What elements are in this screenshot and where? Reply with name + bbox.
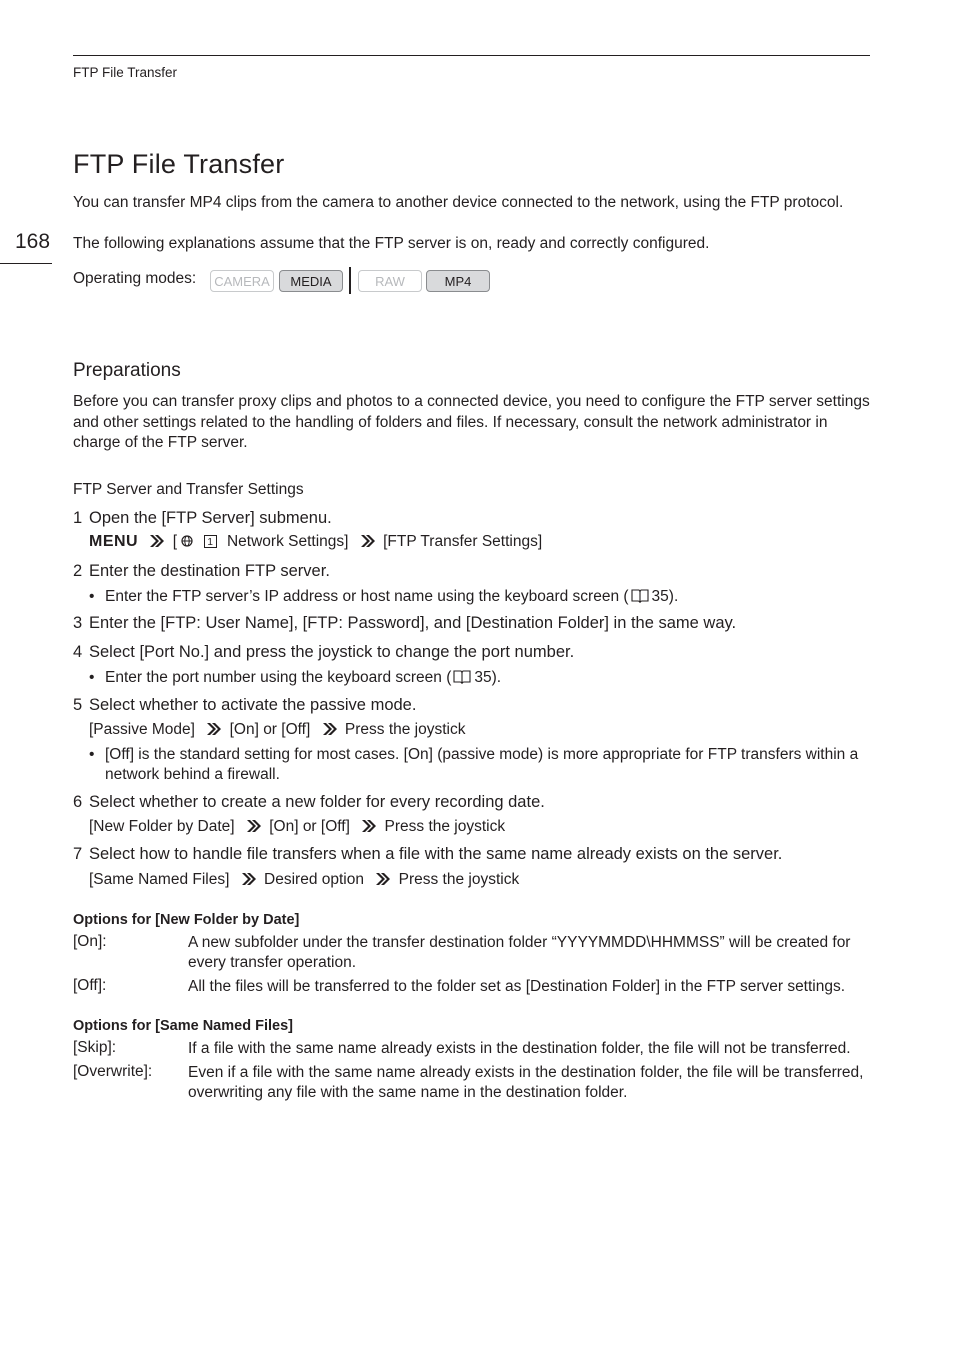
step-5-bullet bbox=[89, 745, 870, 785]
bullet-dot: • bbox=[89, 669, 95, 686]
step-number: 7 bbox=[73, 845, 83, 863]
path-on-off: [On] or [Off] bbox=[269, 818, 350, 835]
mode-mp4-badge: MP4 bbox=[426, 270, 490, 292]
page-reference: 35). bbox=[474, 669, 502, 686]
option-description: Even if a file with the same name already exists in the destination folder, the file will be transferred, overwriting any file with the same name in the destination folder. bbox=[188, 1064, 864, 1101]
step-text: Select [Port No.] and press the joystick to change the port number. bbox=[89, 643, 575, 661]
path-passive-mode: [Passive Mode] bbox=[89, 721, 195, 738]
bullet-text: [Off] is the standard setting for most cases. [On] (passive mode) is more appropriate for FTP transfers within a network behind a firewall. bbox=[105, 746, 859, 783]
step-1 bbox=[73, 509, 332, 528]
intro-paragraph-2: The following explanations assume that the FTP server is on, ready and correctly configured. bbox=[73, 235, 710, 252]
step-7-menu-path bbox=[89, 871, 519, 889]
step-3 bbox=[73, 614, 736, 633]
step-text: Enter the destination FTP server. bbox=[89, 562, 330, 580]
step-6-menu-path bbox=[89, 818, 505, 836]
option-key: [Skip]: bbox=[73, 1039, 117, 1056]
step-number: 3 bbox=[73, 614, 83, 632]
step-4 bbox=[73, 643, 574, 662]
mode-camera-badge: CAMERA bbox=[210, 270, 274, 292]
mode-media-badge: MEDIA bbox=[279, 270, 343, 292]
ftp-settings-heading: FTP Server and Transfer Settings bbox=[73, 481, 304, 498]
preparations-body: Before you can transfer proxy clips and photos to a connected device, you need to configure the FTP server settings and other settings related to the handling of folders and files. If necessary, consult the network administrator in charge of the FTP server. bbox=[73, 393, 870, 451]
step-number: 6 bbox=[73, 793, 83, 811]
preparations-heading: Preparations bbox=[73, 360, 181, 381]
option-description: All the files will be transferred to the folder set as [Destination Folder] in the FTP server settings. bbox=[188, 978, 846, 995]
step-7 bbox=[73, 845, 782, 864]
arrow-icon bbox=[245, 818, 261, 834]
arrow-icon bbox=[359, 533, 375, 549]
option-description: If a file with the same name already exists in the destination folder, the file will not be transferred. bbox=[188, 1040, 851, 1057]
path-ftp-transfer-settings: [FTP Transfer Settings] bbox=[383, 533, 543, 550]
arrow-icon bbox=[374, 871, 390, 887]
step-text: Select whether to create a new folder for every recording date. bbox=[89, 793, 545, 811]
option-key: [Off]: bbox=[73, 977, 107, 994]
page-number: 168 bbox=[15, 230, 51, 253]
step-number: 4 bbox=[73, 643, 83, 661]
options-folder-heading: Options for [New Folder by Date] bbox=[73, 912, 300, 928]
step-text: Enter the [FTP: User Name], [FTP: Password], and [Destination Folder] in the same way. bbox=[89, 614, 737, 632]
running-header: FTP File Transfer bbox=[73, 65, 178, 80]
bullet-dot: • bbox=[89, 588, 95, 605]
operating-modes-label: Operating modes: bbox=[73, 270, 197, 287]
menu-page-number-icon: 1 bbox=[204, 535, 217, 548]
bullet-text: Enter the port number using the keyboard screen ( bbox=[105, 669, 452, 686]
path-press-joystick: Press the joystick bbox=[344, 721, 466, 738]
globe-icon bbox=[181, 535, 193, 547]
book-icon bbox=[453, 670, 471, 684]
path-new-folder-by-date: [New Folder by Date] bbox=[89, 818, 235, 835]
step-text: Open the [FTP Server] submenu. bbox=[89, 509, 332, 527]
arrow-icon bbox=[240, 871, 256, 887]
path-press-joystick: Press the joystick bbox=[384, 818, 506, 835]
page-title: FTP File Transfer bbox=[73, 149, 285, 179]
intro-paragraph-1: You can transfer MP4 clips from the camera to another device connected to the network, using the FTP protocol. bbox=[73, 194, 844, 211]
step-2 bbox=[73, 562, 330, 581]
path-desired-option: Desired option bbox=[264, 871, 364, 888]
bracket-open: [ bbox=[172, 533, 178, 550]
step-5 bbox=[73, 696, 416, 715]
step-2-bullet bbox=[89, 587, 870, 607]
option-key: [On]: bbox=[73, 933, 107, 950]
header-rule bbox=[73, 55, 870, 56]
arrow-icon bbox=[205, 721, 221, 737]
step-number: 1 bbox=[73, 509, 83, 527]
step-5-menu-path bbox=[89, 721, 466, 739]
arrow-icon bbox=[148, 533, 164, 549]
step-6 bbox=[73, 793, 545, 812]
path-same-named-files: [Same Named Files] bbox=[89, 871, 230, 888]
path-on-off: [On] or [Off] bbox=[229, 721, 311, 738]
page-number-rule bbox=[0, 263, 52, 264]
options-same-heading: Options for [Same Named Files] bbox=[73, 1018, 293, 1034]
step-number: 5 bbox=[73, 696, 83, 714]
path-press-joystick: Press the joystick bbox=[398, 871, 520, 888]
book-icon bbox=[631, 589, 649, 603]
mode-separator bbox=[349, 267, 351, 294]
step-number: 2 bbox=[73, 562, 83, 580]
step-text: Select how to handle file transfers when a file with the same name already exists on the server. bbox=[89, 845, 783, 863]
arrow-icon bbox=[321, 721, 337, 737]
path-network-settings: Network Settings] bbox=[226, 533, 349, 550]
bullet-dot: • bbox=[89, 746, 95, 763]
step-text: Select whether to activate the passive mode. bbox=[89, 696, 417, 714]
step-1-menu-path bbox=[89, 533, 542, 551]
arrow-icon bbox=[360, 818, 376, 834]
bullet-text: Enter the FTP server’s IP address or host name using the keyboard screen ( bbox=[105, 588, 629, 605]
mode-raw-badge: RAW bbox=[358, 270, 422, 292]
step-4-bullet bbox=[89, 668, 870, 688]
option-key: [Overwrite]: bbox=[73, 1063, 153, 1080]
option-description: A new subfolder under the transfer destination folder “YYYYMMDD\HHMMSS” will be created for every transfer operation. bbox=[188, 934, 851, 971]
page-reference: 35). bbox=[651, 588, 679, 605]
menu-icon: MENU bbox=[89, 533, 139, 550]
